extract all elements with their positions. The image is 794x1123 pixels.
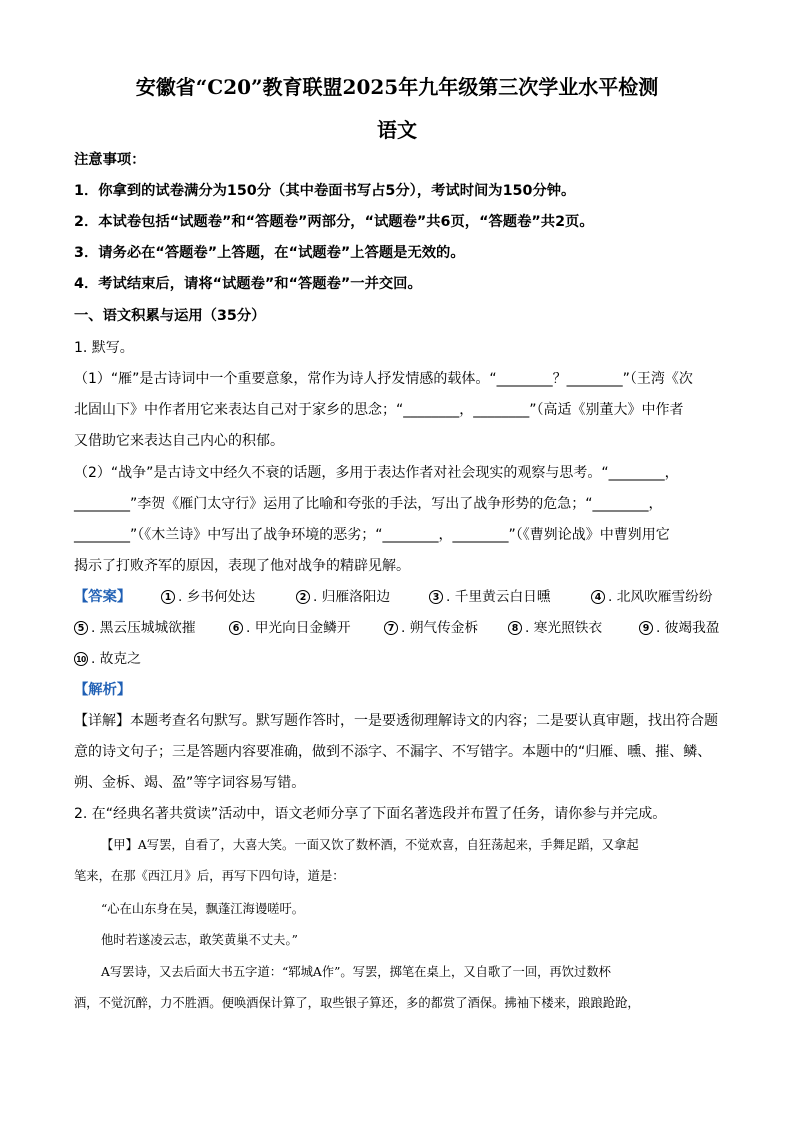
note-item: 3．请务必在“答题卷”上答题，在“试题卷”上答题是无效的。 xyxy=(74,245,465,261)
detail-line: 朔、金柝、竭、盈”等字词容易写错。 xyxy=(74,775,306,791)
question-1-paragraph-line: ________”（《木兰诗》中写出了战争环境的恶劣；“________，________”（《曹刿论战》中曹刿用它 xyxy=(74,527,670,543)
circled-number: 2 xyxy=(296,590,310,604)
answer-item: 9 . 彼竭我盈 xyxy=(639,619,719,637)
answer-item: 2 . 归雁洛阳边 xyxy=(296,588,390,606)
circled-number: 8 xyxy=(508,621,522,635)
analysis-label: 【解析】 xyxy=(74,682,132,698)
section-heading: 一、语文积累与运用（35分） xyxy=(74,308,266,324)
circled-number: 1 xyxy=(161,590,175,604)
notes-heading: 注意事项： xyxy=(74,152,146,168)
circled-number: 6 xyxy=(229,621,243,635)
answer-label: 【答案】 xyxy=(74,589,132,605)
question-1-paragraph-line: （1）“雁”是古诗词中一个重要意象，常作为诗人抒发情感的载体。“________？________”（王湾《次 xyxy=(74,371,693,387)
answer-item: 4 . 北风吹雁雪纷纷 xyxy=(591,588,713,606)
detail-line: 【详解】本题考查名句默写。默写题作答时，一是要透彻理解诗文的内容；二是要认真审题，找出符合题 xyxy=(74,713,718,729)
answer-row xyxy=(74,619,734,637)
passage-line: 酒，不觉沉醉，力不胜酒。便唤酒保计算了，取些银子算还，多的都赏了酒保。拂袖下楼来，踉踉跄跄， xyxy=(74,996,640,1010)
circled-number: 5 xyxy=(74,621,88,635)
exam-title: 安徽省“C20”教育联盟2025年九年级第三次学业水平检测 xyxy=(135,75,659,99)
circled-number: 7 xyxy=(384,621,398,635)
answer-item: 10 . 故克之 xyxy=(74,650,141,668)
question-1-paragraph-line: 揭示了打败齐军的原因，表现了他对战争的精辟见解。 xyxy=(74,558,410,574)
circled-number: 4 xyxy=(591,590,605,604)
question-1-paragraph-line: 又借助它来表达自己内心的积郁。 xyxy=(74,433,284,449)
question-2-stem: 2. 在“经典名著共赏读”活动中，语文老师分享了下面名著选段并布置了任务，请你参与并完成。 xyxy=(74,806,667,822)
answer-item: 8 . 寒光照铁衣 xyxy=(508,619,602,637)
note-item: 2．本试卷包括“试题卷”和“答题卷”两部分，“试题卷”共6页，“答题卷”共2页。 xyxy=(74,214,594,230)
answer-item: 5 . 黑云压城城欲摧 xyxy=(74,619,196,637)
note-item: 4．考试结束后，请将“试题卷”和“答题卷”一并交回。 xyxy=(74,276,422,292)
note-item: 1．你拿到的试卷满分为150分（其中卷面书写占5分），考试时间为150分钟。 xyxy=(74,183,576,199)
circled-number: 3 xyxy=(429,590,443,604)
answer-row xyxy=(74,588,734,606)
answer-row xyxy=(74,650,274,668)
passage-line: “心在山东身在吴，飘蓬江海谩嗟吁。 xyxy=(101,902,305,916)
passage-line: 他时若遂凌云志，敢笑黄巢不丈夫。” xyxy=(101,933,298,947)
question-1-stem: 1. 默写。 xyxy=(74,340,134,356)
question-1-paragraph-line: （2）“战争”是古诗文中经久不衰的话题，多用于表达作者对社会现实的观察与思考。“________， xyxy=(74,465,679,481)
circled-number: 10 xyxy=(74,652,88,666)
question-1-paragraph-line: ________”李贺《雁门太守行》运用了比喻和夸张的手法，写出了战争形势的危急；“________， xyxy=(74,496,663,512)
passage-line: 【甲】A写罢，自看了，大喜大笑。一面又饮了数杯酒，不觉欢喜，自狂荡起来，手舞足蹈，又拿起 xyxy=(101,838,639,852)
passage-line: A写罢诗，又去后面大书五字道：“郓城A作”。写罢，掷笔在桌上，又自歌了一回，再饮过数杯 xyxy=(101,965,611,979)
circled-number: 9 xyxy=(639,621,653,635)
answer-item: 7 . 朔气传金柝 xyxy=(384,619,478,637)
answer-item: 3 . 千里黄云白日曛 xyxy=(429,588,551,606)
answer-item: 6 . 甲光向日金鳞开 xyxy=(229,619,351,637)
question-1-paragraph-line: 北固山下》中作者用它来表达自己对于家乡的思念；“________，________”（高适《别董大》中作者 xyxy=(74,402,684,418)
subject-title: 语文 xyxy=(377,118,417,142)
answer-item: 1 . 乡书何处达 xyxy=(161,588,255,606)
passage-line: 笔来，在那《西江月》后，再写下四句诗，道是： xyxy=(74,869,345,883)
detail-line: 意的诗文句子；三是答题内容要准确，做到不添字、不漏字、不写错字。本题中的“归雁、曛、摧、鳞、 xyxy=(74,744,712,760)
